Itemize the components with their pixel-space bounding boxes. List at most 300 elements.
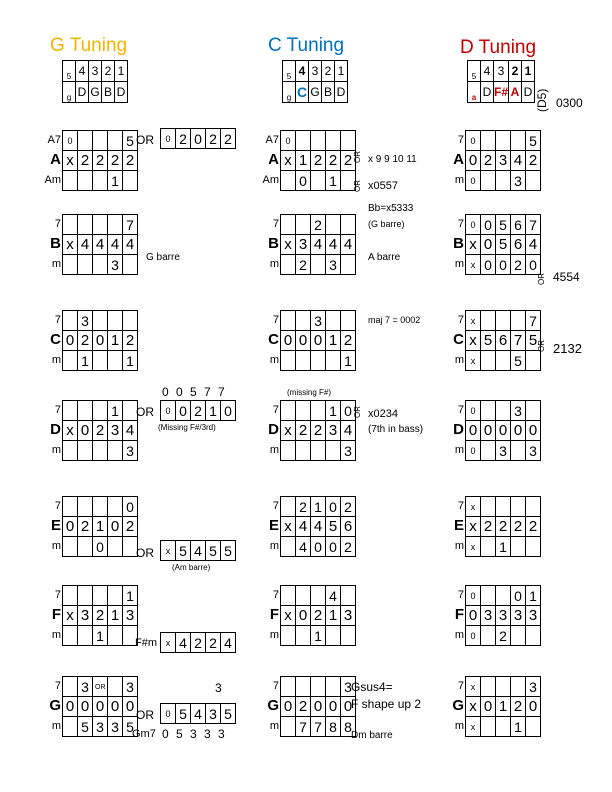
d-c-alt: 2132 bbox=[553, 341, 582, 356]
chord-row-label: 7 bbox=[457, 404, 464, 416]
header-cell: G bbox=[309, 82, 322, 103]
chord-grid-D-3 bbox=[465, 400, 541, 461]
fret-cell bbox=[123, 171, 138, 191]
fret-cell: 0 bbox=[481, 697, 496, 717]
header-cell: B bbox=[322, 82, 335, 103]
fret-cell: 2 bbox=[341, 331, 356, 351]
chord-row-label: F bbox=[454, 606, 464, 623]
chord-row-label: m bbox=[454, 174, 464, 186]
fret-cell: 1 bbox=[206, 401, 221, 421]
g-gm7-label: Gm7 bbox=[132, 728, 156, 740]
chord-row-label: 7 bbox=[272, 500, 279, 512]
fret-cell bbox=[311, 441, 326, 461]
fret-cell bbox=[511, 677, 526, 697]
fret-cell bbox=[63, 351, 78, 371]
fret-cell bbox=[311, 351, 326, 371]
fret-cell: 3 bbox=[526, 606, 541, 626]
fret-cell bbox=[311, 586, 326, 606]
fret-cell bbox=[78, 255, 93, 275]
fret-cell bbox=[496, 677, 511, 697]
fret-cell: 2 bbox=[296, 497, 311, 517]
fret-cell: 0 bbox=[341, 401, 356, 421]
fret-cell: x bbox=[466, 331, 481, 351]
fret-cell bbox=[526, 717, 541, 737]
fret-cell: 2 bbox=[123, 331, 138, 351]
fret-cell bbox=[108, 497, 123, 517]
fret-cell bbox=[481, 131, 496, 151]
fret-cell: 0 bbox=[481, 255, 496, 275]
fret-cell: 1 bbox=[108, 606, 123, 626]
fret-cell bbox=[78, 131, 93, 151]
fret-cell bbox=[481, 626, 496, 646]
header-cell: g bbox=[283, 82, 296, 103]
c-or-vert: OR bbox=[353, 151, 362, 163]
fret-cell: 5 bbox=[221, 541, 236, 561]
fret-cell: 2 bbox=[206, 129, 221, 149]
fret-cell bbox=[296, 311, 311, 331]
chord-grid-G-2 bbox=[62, 310, 138, 371]
fret-cell: 2 bbox=[311, 606, 326, 626]
chord-row-label: A bbox=[268, 151, 279, 168]
fret-cell: 2 bbox=[526, 517, 541, 537]
fret-cell: 1 bbox=[496, 697, 511, 717]
fret-cell: 3 bbox=[108, 421, 123, 441]
fret-cell: 0 bbox=[466, 441, 481, 461]
fret-cell: x bbox=[466, 235, 481, 255]
fret-cell: 3 bbox=[341, 441, 356, 461]
header-cell: 1 bbox=[335, 61, 348, 82]
chord-grid-C-2 bbox=[280, 310, 356, 371]
chord-grid-D-6 bbox=[465, 676, 541, 737]
fret-cell bbox=[526, 537, 541, 557]
chord-row-label: 7 bbox=[457, 589, 464, 601]
fret-cell bbox=[311, 171, 326, 191]
fret-cell bbox=[511, 131, 526, 151]
chord-row-label: D bbox=[268, 421, 279, 438]
fret-cell bbox=[123, 255, 138, 275]
fret-cell: 3 bbox=[311, 311, 326, 331]
chord-row-label: m bbox=[51, 629, 61, 641]
fret-cell: 4 bbox=[326, 235, 341, 255]
fret-cell: x bbox=[466, 497, 481, 517]
fret-cell bbox=[296, 401, 311, 421]
c-bb2: (G barre) bbox=[368, 219, 405, 229]
fret-cell bbox=[108, 677, 123, 697]
chord-row-label: m bbox=[51, 444, 61, 456]
fret-cell bbox=[78, 441, 93, 461]
fret-cell bbox=[296, 215, 311, 235]
header-cell: g bbox=[63, 82, 76, 103]
fret-cell: 0 bbox=[78, 697, 93, 717]
fret-cell: 3 bbox=[341, 677, 356, 697]
fret-cell: 0 bbox=[161, 129, 176, 149]
fret-cell bbox=[526, 497, 541, 517]
chord-grid-C-6 bbox=[280, 676, 356, 737]
fret-cell: 2 bbox=[176, 129, 191, 149]
c-b-side: A barre bbox=[368, 252, 401, 263]
chord-row-label: G bbox=[49, 697, 61, 714]
fret-cell: 2 bbox=[123, 517, 138, 537]
fret-cell: 3 bbox=[511, 401, 526, 421]
chord-row-label: m bbox=[454, 354, 464, 366]
fret-cell: 0 bbox=[296, 606, 311, 626]
fret-cell: 4 bbox=[341, 421, 356, 441]
fret-cell: 5 bbox=[511, 351, 526, 371]
fret-cell: 0 bbox=[63, 697, 78, 717]
chord-row-label: m bbox=[454, 629, 464, 641]
chord-grid-G-5 bbox=[62, 585, 138, 646]
fret-cell: 1 bbox=[311, 497, 326, 517]
fret-cell bbox=[526, 401, 541, 421]
fret-cell bbox=[481, 586, 496, 606]
fret-cell bbox=[78, 586, 93, 606]
fret-cell: 7 bbox=[526, 311, 541, 331]
fret-cell: 4 bbox=[511, 151, 526, 171]
chord-grid-D-0 bbox=[465, 130, 541, 191]
chord-row-label: B bbox=[50, 235, 61, 252]
fret-cell: 3 bbox=[206, 704, 221, 724]
fret-cell bbox=[326, 131, 341, 151]
fret-cell: 0 bbox=[93, 537, 108, 557]
g-b-side: G barre bbox=[146, 252, 180, 263]
fret-cell: x bbox=[161, 633, 176, 653]
fret-cell: 2 bbox=[191, 401, 206, 421]
fret-cell: 5 bbox=[176, 541, 191, 561]
d-or-vert: OR bbox=[537, 340, 546, 352]
fret-cell: 4 bbox=[78, 235, 93, 255]
fret-cell: 0 bbox=[466, 171, 481, 191]
fret-cell: 1 bbox=[341, 351, 356, 371]
chord-row-label: 7 bbox=[272, 404, 279, 416]
header-table-C bbox=[282, 60, 348, 103]
fret-cell: 2 bbox=[341, 497, 356, 517]
fret-cell: 5 bbox=[221, 704, 236, 724]
chord-row-label: 7 bbox=[54, 218, 61, 230]
fret-cell: 3 bbox=[123, 677, 138, 697]
fret-cell: 0 bbox=[63, 331, 78, 351]
fret-cell: 0 bbox=[526, 697, 541, 717]
fret-cell: 2 bbox=[341, 537, 356, 557]
c-d-alt1: x0234 bbox=[368, 408, 398, 420]
fret-cell: x bbox=[466, 677, 481, 697]
fret-cell: 0 bbox=[93, 331, 108, 351]
fret-cell bbox=[481, 717, 496, 737]
fret-cell bbox=[296, 626, 311, 646]
or-label: OR bbox=[136, 546, 154, 560]
fret-cell bbox=[326, 677, 341, 697]
fret-cell: 2 bbox=[123, 151, 138, 171]
c-c-side: maj 7 = 0002 bbox=[368, 315, 421, 325]
c-d-alt2: (7th in bass) bbox=[368, 424, 424, 435]
c-g-side2: F shape up 2 bbox=[351, 697, 422, 711]
fret-cell: 5 bbox=[176, 704, 191, 724]
fret-cell: 3 bbox=[526, 677, 541, 697]
tuning-title-0: G Tuning bbox=[50, 35, 128, 56]
fret-cell: 0 bbox=[108, 517, 123, 537]
fret-cell bbox=[63, 537, 78, 557]
fret-cell: 0 bbox=[496, 421, 511, 441]
chord-row-label: 7 bbox=[457, 500, 464, 512]
fret-cell bbox=[496, 497, 511, 517]
chord-row-label: m bbox=[454, 540, 464, 552]
fret-cell: 2 bbox=[326, 151, 341, 171]
fret-cell: 2 bbox=[526, 151, 541, 171]
chord-row-label: 7 bbox=[272, 680, 279, 692]
fret-cell bbox=[108, 131, 123, 151]
fret-cell: x bbox=[63, 151, 78, 171]
fret-cell: 4 bbox=[123, 421, 138, 441]
fret-cell: 7 bbox=[511, 331, 526, 351]
fret-cell bbox=[63, 677, 78, 697]
fret-cell bbox=[326, 311, 341, 331]
g-e-alt bbox=[160, 540, 236, 561]
g-d-note: (Missing F#/3rd) bbox=[158, 423, 216, 432]
fret-cell bbox=[481, 497, 496, 517]
fret-cell: 4 bbox=[311, 235, 326, 255]
fret-cell bbox=[108, 351, 123, 371]
chord-row-label: E bbox=[268, 517, 279, 534]
header-cell: a bbox=[468, 82, 481, 103]
fret-cell bbox=[93, 255, 108, 275]
fret-cell bbox=[108, 586, 123, 606]
header-cell: 2 bbox=[509, 61, 522, 82]
fret-cell: 2 bbox=[78, 517, 93, 537]
header-cell: 4 bbox=[296, 61, 309, 82]
chord-grid-C-4 bbox=[280, 496, 356, 557]
fret-cell: x bbox=[63, 235, 78, 255]
fret-cell: 2 bbox=[496, 626, 511, 646]
fret-cell: 6 bbox=[496, 331, 511, 351]
fret-cell: 0 bbox=[326, 697, 341, 717]
header-cell: 3 bbox=[89, 61, 102, 82]
header-cell: 1 bbox=[115, 61, 128, 82]
header-cell: 4 bbox=[481, 61, 494, 82]
fret-cell: x bbox=[466, 255, 481, 275]
fret-cell: 0 bbox=[311, 331, 326, 351]
fret-cell bbox=[78, 497, 93, 517]
chord-row-label: 7 bbox=[54, 314, 61, 326]
header-cell: 5 bbox=[468, 61, 481, 82]
fret-cell: 0 bbox=[466, 606, 481, 626]
or-label: OR bbox=[136, 405, 154, 419]
fret-cell: 0 bbox=[466, 131, 481, 151]
chord-row-label: m bbox=[51, 354, 61, 366]
fret-cell: 3 bbox=[496, 606, 511, 626]
header-cell: D bbox=[115, 82, 128, 103]
fret-cell: 3 bbox=[123, 441, 138, 461]
fret-cell: x bbox=[281, 606, 296, 626]
chord-row-label: C bbox=[453, 331, 464, 348]
chord-row-label: 7 bbox=[457, 218, 464, 230]
chord-row-label: A7 bbox=[265, 134, 279, 146]
chord-row-label: A bbox=[453, 151, 464, 168]
g-gm7: 0 5 3 3 3 bbox=[162, 727, 227, 741]
g-e-note: (Am barre) bbox=[172, 563, 211, 572]
fret-cell: 0 bbox=[511, 421, 526, 441]
fret-cell: 2 bbox=[311, 421, 326, 441]
fret-cell: 1 bbox=[93, 517, 108, 537]
fret-cell: 4 bbox=[191, 704, 206, 724]
fret-cell bbox=[281, 677, 296, 697]
fret-cell: 0 bbox=[281, 331, 296, 351]
fret-cell: 2 bbox=[511, 517, 526, 537]
chord-grid-D-2 bbox=[465, 310, 541, 371]
fret-cell bbox=[281, 586, 296, 606]
chord-grid-G-1 bbox=[62, 214, 138, 275]
fret-cell bbox=[311, 131, 326, 151]
fret-cell: 0 bbox=[281, 131, 296, 151]
fret-cell: 0 bbox=[466, 151, 481, 171]
fret-cell: 1 bbox=[296, 151, 311, 171]
chord-grid-D-5 bbox=[465, 585, 541, 646]
fret-cell: 4 bbox=[176, 633, 191, 653]
fret-cell: 0 bbox=[176, 401, 191, 421]
fret-cell: 8 bbox=[341, 717, 356, 737]
header-cell: 2 bbox=[322, 61, 335, 82]
header-cell: 4 bbox=[76, 61, 89, 82]
fret-cell: 2 bbox=[221, 129, 236, 149]
fret-cell: 0 bbox=[161, 401, 176, 421]
chord-grid-D-4 bbox=[465, 496, 541, 557]
header-cell: D bbox=[522, 82, 535, 103]
fret-cell: 0 bbox=[296, 171, 311, 191]
fret-cell: 0 bbox=[341, 697, 356, 717]
chord-row-label: Am bbox=[262, 174, 279, 186]
fret-cell: 1 bbox=[108, 171, 123, 191]
tuning-title-1: C Tuning bbox=[268, 35, 345, 56]
fret-cell: 0 bbox=[281, 697, 296, 717]
fret-cell: 2 bbox=[296, 697, 311, 717]
fret-cell bbox=[526, 626, 541, 646]
fret-cell: 2 bbox=[93, 421, 108, 441]
fret-cell bbox=[93, 401, 108, 421]
fret-cell: 2 bbox=[191, 633, 206, 653]
chord-row-label: m bbox=[51, 258, 61, 270]
fret-cell bbox=[341, 255, 356, 275]
g-g-alt-top: 3 bbox=[215, 681, 222, 695]
fret-cell: 2 bbox=[311, 215, 326, 235]
fret-cell: 7 bbox=[526, 215, 541, 235]
fret-cell: 7 bbox=[311, 717, 326, 737]
fret-cell: 2 bbox=[206, 633, 221, 653]
chord-row-label: m bbox=[269, 540, 279, 552]
fret-cell: 0 bbox=[161, 704, 176, 724]
fret-cell bbox=[78, 537, 93, 557]
chord-grid-C-5 bbox=[280, 585, 356, 646]
fret-cell: 0 bbox=[481, 215, 496, 235]
fret-cell: 0 bbox=[326, 497, 341, 517]
chord-row-label: m bbox=[269, 720, 279, 732]
chord-row-label: 7 bbox=[457, 680, 464, 692]
fret-cell: x bbox=[281, 151, 296, 171]
header-table-D bbox=[467, 60, 535, 103]
fret-cell: 2 bbox=[481, 151, 496, 171]
chord-grid-G-4 bbox=[62, 496, 138, 557]
fret-cell: x bbox=[281, 421, 296, 441]
fret-cell bbox=[63, 255, 78, 275]
fret-cell: 3 bbox=[341, 606, 356, 626]
fret-cell bbox=[296, 441, 311, 461]
fret-cell: 0 bbox=[511, 586, 526, 606]
fret-cell bbox=[481, 677, 496, 697]
fret-cell bbox=[341, 586, 356, 606]
fret-cell bbox=[63, 497, 78, 517]
fret-cell: 1 bbox=[311, 626, 326, 646]
fret-cell bbox=[496, 351, 511, 371]
header-cell: 5 bbox=[63, 61, 76, 82]
fret-cell bbox=[78, 215, 93, 235]
fret-cell bbox=[296, 131, 311, 151]
fret-cell: 7 bbox=[123, 215, 138, 235]
fret-cell: 1 bbox=[326, 606, 341, 626]
fret-cell bbox=[481, 537, 496, 557]
header-cell: A bbox=[509, 82, 522, 103]
fret-cell bbox=[281, 626, 296, 646]
fret-cell bbox=[341, 215, 356, 235]
fret-cell: 1 bbox=[496, 537, 511, 557]
fret-cell: 4 bbox=[221, 633, 236, 653]
fret-cell: 2 bbox=[341, 151, 356, 171]
fret-cell bbox=[481, 311, 496, 331]
fret-cell: 1 bbox=[78, 351, 93, 371]
fret-cell: 5 bbox=[326, 517, 341, 537]
fret-cell: 0 bbox=[466, 215, 481, 235]
fret-cell bbox=[78, 171, 93, 191]
chord-row-label: 7 bbox=[54, 500, 61, 512]
header-cell: D bbox=[335, 82, 348, 103]
fret-cell: 1 bbox=[108, 331, 123, 351]
fret-cell: 0 bbox=[496, 255, 511, 275]
d-b-alt: 4554 bbox=[553, 270, 580, 284]
chord-row-label: Am bbox=[44, 174, 61, 186]
fret-cell bbox=[93, 497, 108, 517]
fret-cell: 4 bbox=[123, 235, 138, 255]
c-or-vert: OR bbox=[353, 180, 362, 192]
chord-row-label: 7 bbox=[54, 680, 61, 692]
chord-grid-C-3 bbox=[280, 400, 356, 461]
fret-cell bbox=[326, 441, 341, 461]
fret-cell: 3 bbox=[108, 255, 123, 275]
g-g-or-small: OR bbox=[95, 684, 106, 691]
fret-cell: 5 bbox=[206, 541, 221, 561]
chord-row-label: 7 bbox=[457, 314, 464, 326]
fret-cell: 4 bbox=[526, 235, 541, 255]
fret-cell: 0 bbox=[466, 626, 481, 646]
g-g-alt bbox=[160, 703, 236, 724]
fret-cell bbox=[296, 351, 311, 371]
fret-cell bbox=[63, 311, 78, 331]
fret-cell: 2 bbox=[296, 421, 311, 441]
fret-cell: 2 bbox=[496, 517, 511, 537]
tuning-title-2: D Tuning bbox=[460, 37, 537, 58]
fret-cell bbox=[281, 351, 296, 371]
fret-cell bbox=[281, 401, 296, 421]
fret-cell bbox=[496, 401, 511, 421]
c-or-vert: OR bbox=[353, 406, 362, 418]
chord-row-label: m bbox=[51, 720, 61, 732]
fret-cell: 4 bbox=[93, 235, 108, 255]
fret-cell: 3 bbox=[511, 171, 526, 191]
d5-value: 0300 bbox=[556, 96, 583, 110]
chord-row-label: 7 bbox=[54, 589, 61, 601]
fret-cell bbox=[281, 215, 296, 235]
header-cell: 1 bbox=[522, 61, 535, 82]
fret-cell: 0 bbox=[326, 537, 341, 557]
fret-cell: 3 bbox=[511, 606, 526, 626]
fret-cell bbox=[296, 677, 311, 697]
c-c-missing: (missing F#) bbox=[287, 388, 332, 397]
fret-cell: 5 bbox=[496, 235, 511, 255]
